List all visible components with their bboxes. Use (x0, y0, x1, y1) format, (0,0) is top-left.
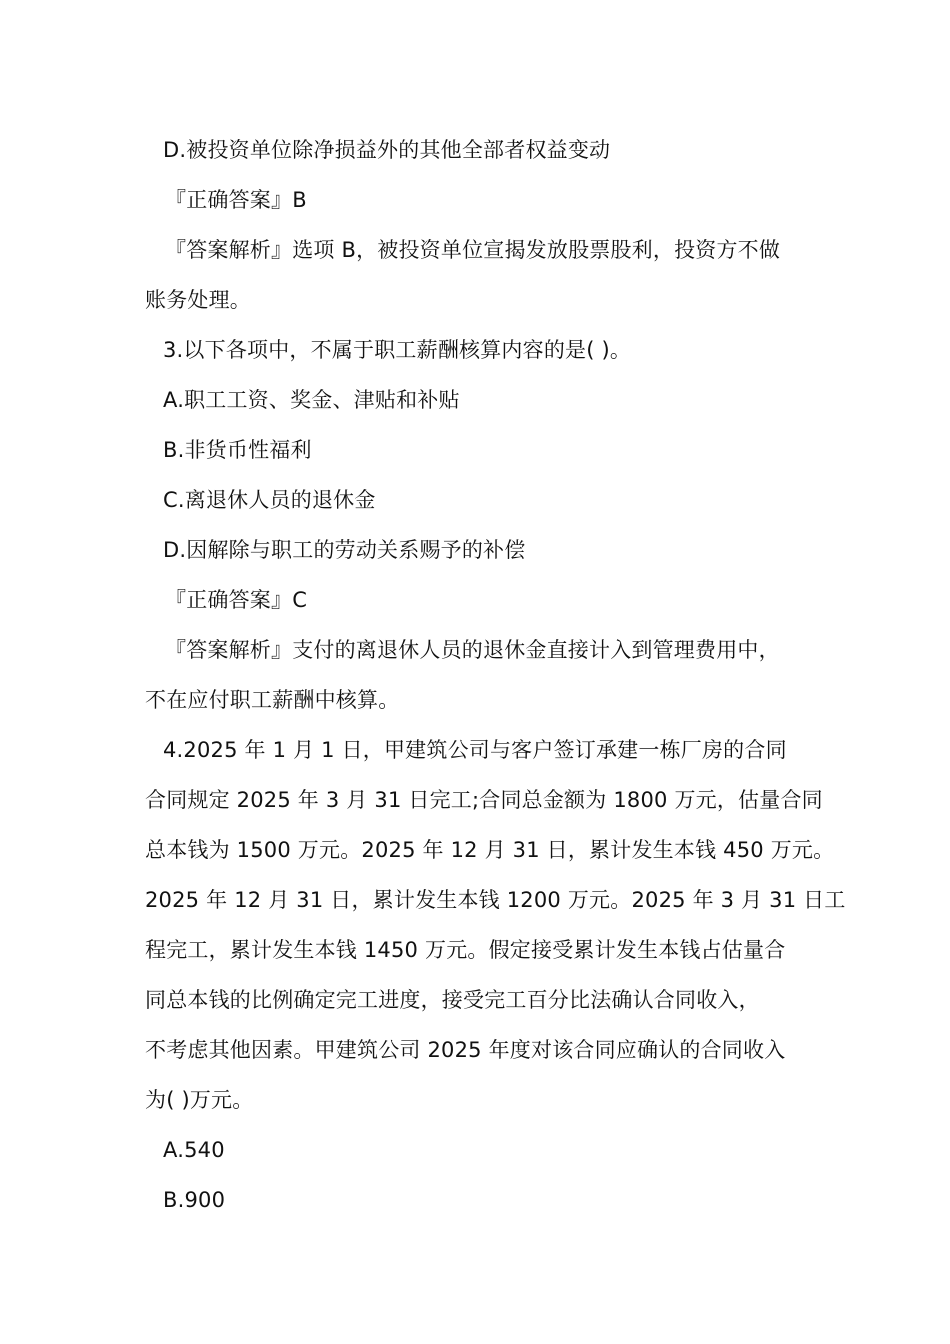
question-4-line-8: 为( )万元。 (145, 1088, 254, 1112)
question-4-line-7: 不考虑其他因素。甲建筑公司 2025 年度对该合同应确认的合同收入 (145, 1038, 786, 1062)
question-3-option-c: C.离退休人员的退休金 (163, 488, 376, 512)
correct-answer-label: 『正确答案』C (165, 588, 308, 612)
question-3-option-a: A.职工工资、奖金、津贴和补贴 (163, 388, 460, 412)
question-4-line-4: 2025 年 12 月 31 日，累计发生本钱 1200 万元。2025 年 3 月 31 日工 (145, 888, 846, 912)
option-d-text: D.被投资单位除净损益外的其他全部者权益变动 (163, 138, 611, 162)
question-4-line-3: 总本钱为 1500 万元。2025 年 12 月 31 日，累计发生本钱 450 万元。 (145, 838, 835, 862)
question-4-line-1: 4.2025 年 1 月 1 日，甲建筑公司与客户签订承建一栋厂房的合同 (163, 738, 787, 762)
answer-explanation-line-2: 不在应付职工薪酬中核算。 (145, 688, 400, 712)
question-4-option-b: B.900 (163, 1188, 226, 1212)
answer-explanation-line-1: 『答案解析』选项 B，被投资单位宣揭发放股票股利，投资方不做 (165, 238, 781, 262)
question-3-option-b: B.非货币性福利 (163, 438, 312, 462)
question-3-option-d: D.因解除与职工的劳动关系赐予的补偿 (163, 538, 526, 562)
answer-explanation-line-2: 账务处理。 (145, 288, 251, 312)
answer-explanation-line-1: 『答案解析』支付的离退休人员的退休金直接计入到管理费用中， (165, 638, 780, 662)
question-4-line-2: 合同规定 2025 年 3 月 31 日完工;合同总金额为 1800 万元，估量合同 (145, 788, 823, 812)
question-4-line-6: 同总本钱的比例确定完工进度，接受完工百分比法确认合同收入， (145, 988, 760, 1012)
question-4-line-5: 程完工，累计发生本钱 1450 万元。假定接受累计发生本钱占估量合 (145, 938, 786, 962)
question-3-text: 3.以下各项中，不属于职工薪酬核算内容的是( )。 (163, 338, 632, 362)
question-4-option-a: A.540 (163, 1138, 225, 1162)
correct-answer-label: 『正确答案』B (165, 188, 307, 212)
